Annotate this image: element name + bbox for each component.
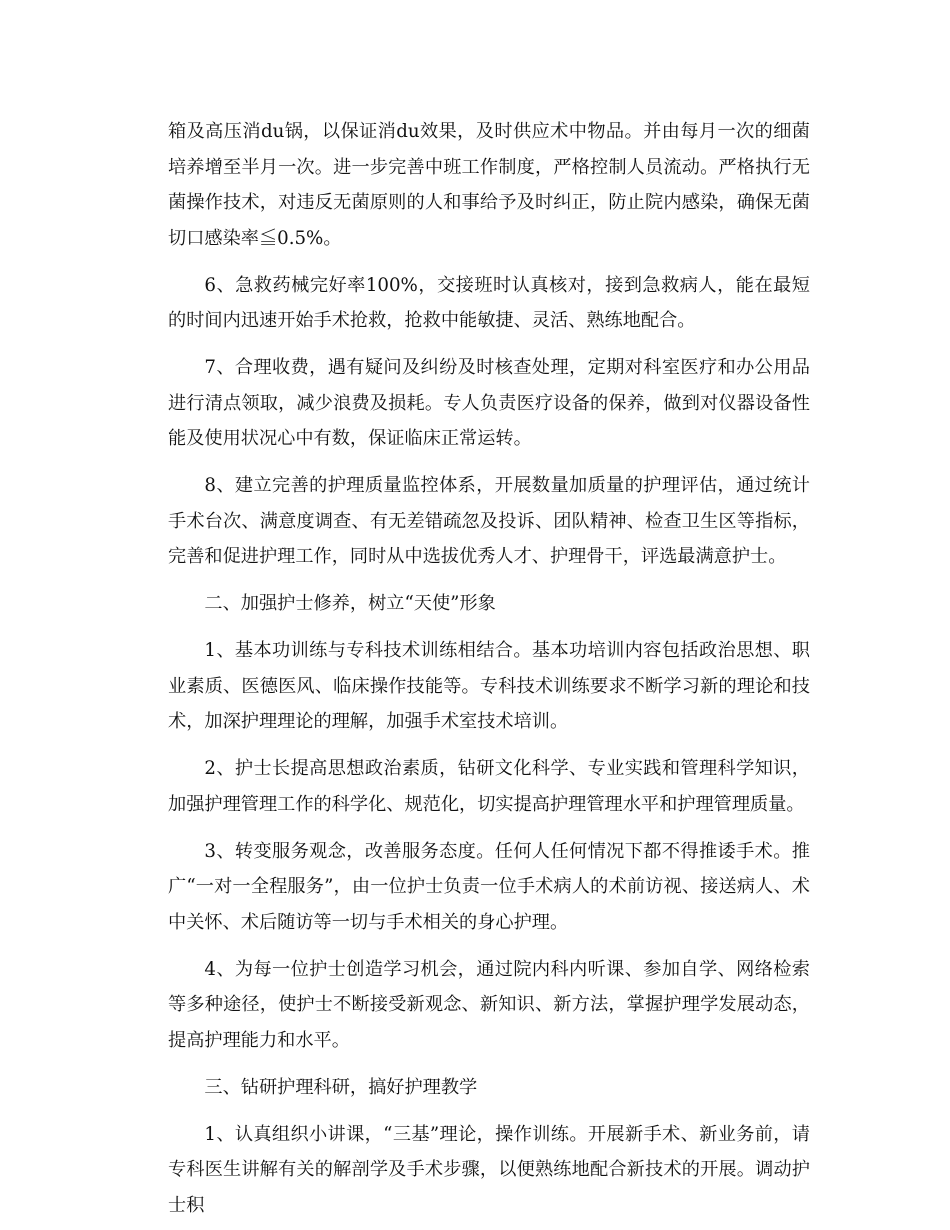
- paragraph-sterilization-continued: 箱及高压消du锅，以保证消du效果，及时供应术中物品。并由每月一次的细菌培养增至半月一次。进一步完善中班工作制度，严格控制人员流动。严格执行无菌操作技术，对违反无菌原则的人和事给予及时纠正，防止院内感染，确保无菌切口感染率≦0.5%。: [168, 121, 810, 249]
- section-heading-research-teaching: 三、钻研护理科研，搞好护理教学: [204, 1076, 478, 1098]
- paragraph-fees-equipment: 7、合理收费，遇有疑问及纠纷及时核查处理，定期对科室医疗和办公用品进行清点领取，减少浪费及损耗。专人负责医疗设备的保养，做到对仪器设备性能及使用状况心中有数，保证临床正常运转。: [168, 357, 810, 449]
- paragraph-emergency-equipment: 6、急救药械完好率100%，交接班时认真核对，接到急救病人，能在最短的时间内迅速开始手术抢救，抢救中能敏捷、灵活、熟练地配合。: [168, 274, 810, 331]
- paragraph-basic-training: 1、基本功训练与专科技术训练相结合。基本功培训内容包括政治思想、职业素质、医德医风、临床操作技能等。专科技术训练要求不断学习新的理论和技术，加深护理理论的理解，加强手术室技术培训。: [168, 640, 810, 732]
- document-body: [168, 114, 810, 1223]
- paragraph-head-nurse-quality: 2、护士长提高思想政治素质，钻研文化科学、专业实践和管理科学知识，加强护理管理工作的科学化、规范化，切实提高护理管理水平和护理管理质量。: [168, 758, 810, 815]
- paragraph-lectures: 1、认真组织小讲课，“三基”理论，操作训练。开展新手术、新业务前，请专科医生讲解有关的解剖学及手术步骤，以便熟练地配合新技术的开展。调动护士积: [168, 1123, 810, 1216]
- section-heading-nurse-cultivation: 二、加强护士修养，树立“天使”形象: [204, 593, 496, 614]
- paragraph-learning-opportunities: 4、为每一位护士创造学习机会，通过院内科内听课、参加自学、网络检索等多种途径，使护士不断接受新观念、新知识、新方法，掌握护理学发展动态，提高护理能力和水平。: [168, 958, 810, 1051]
- paragraph-quality-monitoring: 8、建立完善的护理质量监控体系，开展数量加质量的护理评估，通过统计手术台次、满意度调查、有无差错疏忽及投诉、团队精神、检查卫生区等指标，完善和促进护理工作，同时从中选拔优秀人才、护理骨干，评选最满意护士。: [168, 475, 810, 567]
- paragraph-service-attitude: 3、转变服务观念，改善服务态度。任何人任何情况下都不得推诿手术。推广“一对一全程服务”，由一位护士负责一位手术病人的术前访视、接送病人、术中关怀、术后随访等一切与手术相关的身心护理。: [168, 840, 810, 933]
